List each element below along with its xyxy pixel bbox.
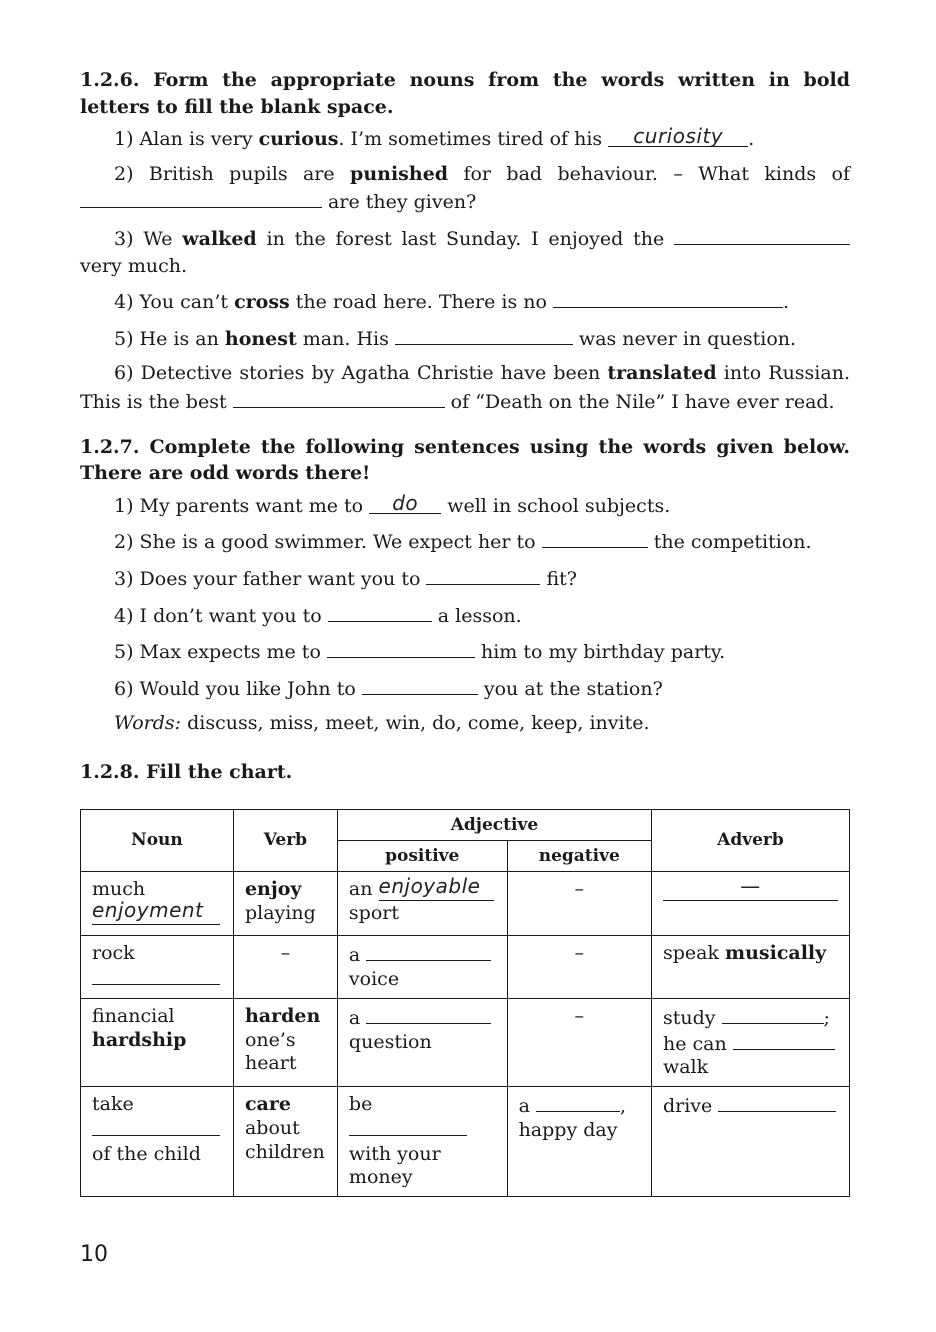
table-row [81, 872, 850, 936]
ex126-sentence-1: 1) Alan is very curious. I’m sometimes tired of his curiosity . [114, 124, 755, 151]
ex127-sentence-5: 5) Max expects me to him to my birthday party. [80, 637, 850, 666]
header-verb: Verb [233, 810, 337, 872]
answer-blank[interactable] [362, 674, 478, 695]
handwritten-answer: do [392, 490, 419, 515]
answer-blank[interactable] [233, 387, 445, 408]
answer-blank[interactable] [663, 874, 838, 901]
adverb-cell: speak musically [651, 936, 849, 999]
exercise-1-2-7-heading: 1.2.7. Complete the following sentences using the words given below. There are odd words there! [80, 435, 850, 485]
noun-cell: take of the child [81, 1087, 234, 1197]
ex126-sentence-4: 4) You can’t cross the road here. There is no . [80, 287, 850, 316]
ex126-sentence-3: 3) We walked in the forest last Sunday. I enjoyed the very much. [80, 224, 850, 279]
ex127-sentence-2: 2) She is a good swimmer. We expect her to the competition. [80, 527, 850, 556]
answer-blank[interactable] [536, 1093, 620, 1112]
adverb-cell [651, 872, 849, 936]
word-bank [80, 710, 850, 737]
verb-cell: harden one’s heart [233, 998, 337, 1086]
header-adjective: Adjective [337, 810, 651, 841]
page-number: 10 [80, 1242, 108, 1267]
positive-cell: a question [337, 998, 507, 1086]
positive-cell: be with your money [337, 1087, 507, 1197]
ex127-sentence-3: 3) Does your father want you to fit? [80, 564, 850, 593]
answer-blank[interactable] [426, 564, 540, 585]
ex127-sentence-1: 1) My parents want me to do well in school subjects. [114, 490, 671, 517]
handwritten-answer: curiosity [633, 124, 724, 149]
answer-blank[interactable] [366, 942, 491, 961]
ex126-sentence-5: 5) He is an honest man. His was never in question. [80, 324, 850, 353]
header-negative: negative [507, 841, 651, 872]
answer-blank[interactable] [349, 1117, 467, 1136]
negative-cell: a , happy day [507, 1087, 651, 1197]
ex126-sentence-2: 2) British pupils are punished for bad behaviour. – What kinds of are they given? [80, 161, 850, 216]
noun-cell: rock [81, 936, 234, 999]
verb-cell: – [233, 936, 337, 999]
noun-cell: much enjoyment [81, 872, 234, 936]
negative-cell: – [507, 936, 651, 999]
answer-blank[interactable] [722, 1005, 824, 1024]
ex126-sentence-6: 6) Detective stories by Agatha Christie have been translated into Russian. This is the best of “Death on the Nile” I have ever read. [80, 362, 850, 413]
answer-blank[interactable] [395, 324, 573, 345]
adverb-cell: drive [651, 1087, 849, 1197]
table-row [81, 936, 850, 999]
answer-blank[interactable] [674, 224, 850, 245]
adverb-cell: study ; he can walk [651, 998, 849, 1086]
header-noun: Noun [81, 810, 234, 872]
word-bank-list: discuss, miss, meet, win, do, come, keep, invite. [181, 712, 650, 735]
word-forms-chart [80, 809, 850, 1197]
ex127-sentence-6: 6) Would you like John to you at the station? [80, 674, 850, 703]
positive-cell: a voice [337, 936, 507, 999]
positive-cell: an enjoyable sport [337, 872, 507, 936]
answer-blank[interactable] [553, 287, 783, 308]
handwritten-answer: enjoyable [378, 874, 481, 899]
answer-blank[interactable] [369, 490, 441, 515]
verb-cell: care about children [233, 1087, 337, 1197]
exercise-1-2-8-heading: 1.2.8. Fill the chart. [80, 760, 293, 783]
answer-blank[interactable] [92, 966, 220, 985]
answer-blank[interactable] [92, 1117, 220, 1136]
answer-blank[interactable] [733, 1031, 835, 1050]
table-row [81, 998, 850, 1086]
verb-cell: enjoy playing [233, 872, 337, 936]
handwritten-answer: enjoyment [92, 898, 204, 923]
noun-cell: financial hardship [81, 998, 234, 1086]
answer-blank[interactable] [366, 1005, 491, 1024]
answer-blank[interactable] [328, 601, 432, 622]
handwritten-answer: — [740, 874, 761, 899]
header-positive: positive [337, 841, 507, 872]
header-adverb: Adverb [651, 810, 849, 872]
exercise-1-2-6-heading: 1.2.6. Form the appropriate nouns from the words written in bold letters to fill the blank space. [80, 69, 850, 118]
answer-blank[interactable] [608, 126, 748, 147]
worksheet-page [80, 67, 850, 1197]
answer-blank[interactable] [718, 1093, 836, 1112]
answer-blank[interactable] [327, 637, 475, 658]
negative-cell: – [507, 872, 651, 936]
answer-blank[interactable] [542, 527, 648, 548]
word-bank-label: Words: [114, 712, 182, 735]
ex127-sentence-4: 4) I don’t want you to a lesson. [80, 601, 850, 630]
negative-cell: – [507, 998, 651, 1086]
answer-blank[interactable] [378, 874, 494, 901]
answer-blank[interactable] [80, 187, 322, 208]
table-row [81, 1087, 850, 1197]
